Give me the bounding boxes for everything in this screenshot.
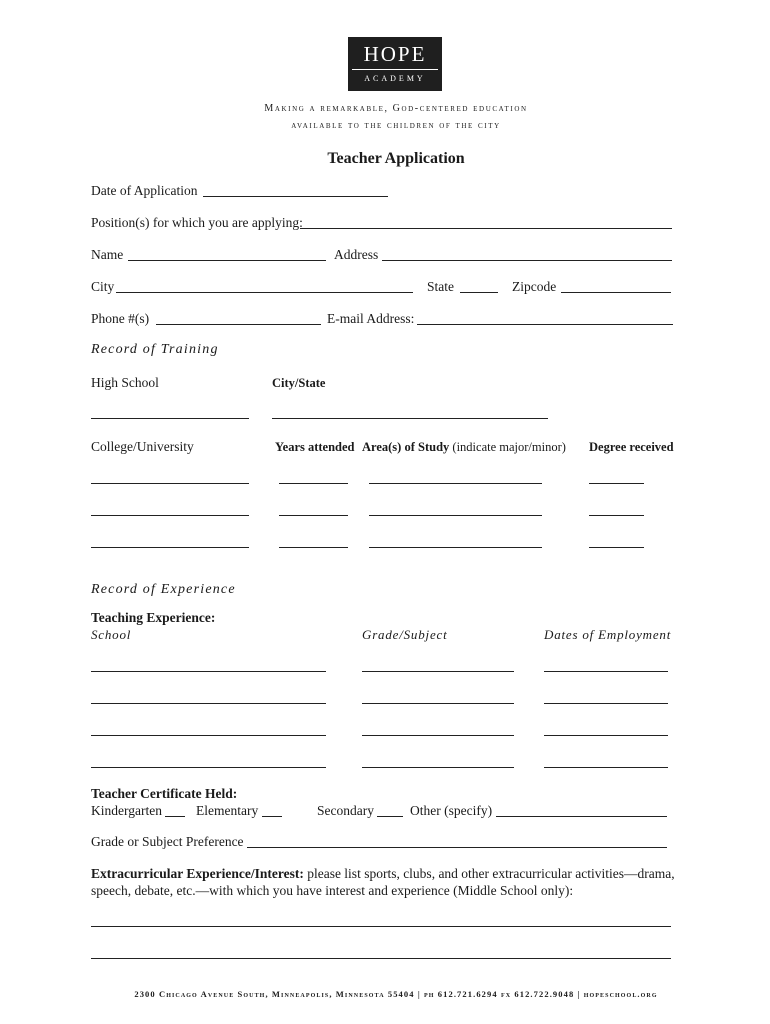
name-field[interactable] [128, 260, 326, 261]
experience-school-field-4[interactable] [91, 767, 326, 768]
years-field-2[interactable] [279, 515, 348, 516]
state-field[interactable] [460, 292, 498, 293]
experience-school-field-3[interactable] [91, 735, 326, 736]
experience-dates-field-1[interactable] [544, 671, 668, 672]
degree-field-2[interactable] [589, 515, 644, 516]
preference-label: Grade or Subject Preference [91, 834, 244, 849]
areas-of-study-note: (indicate major/minor) [452, 440, 566, 454]
years-field-1[interactable] [279, 483, 348, 484]
date-of-application-field[interactable] [203, 196, 388, 197]
degree-field-3[interactable] [589, 547, 644, 548]
experience-dates-field-4[interactable] [544, 767, 668, 768]
elementary-field[interactable] [262, 816, 282, 817]
address-label: Address [334, 247, 379, 262]
positions-field[interactable] [300, 228, 672, 229]
city-state-field[interactable] [272, 418, 548, 419]
name-label: Name [91, 247, 124, 262]
city-state-label: City/State [272, 376, 326, 390]
footer-contact: 2300 Chicago Avenue South, Minneapolis, Minnesota 55404 | ph 612.721.6294 fx 612.722.9048 | hopeschool.org [134, 989, 658, 999]
degree-field-1[interactable] [589, 483, 644, 484]
extracurricular-line-1 [91, 866, 675, 882]
experience-school-field-2[interactable] [91, 703, 326, 704]
study-field-2[interactable] [369, 515, 542, 516]
page-title: Teacher Application [327, 150, 465, 167]
high-school-label: High School [91, 375, 159, 390]
elementary-label: Elementary [196, 803, 259, 818]
zipcode-field[interactable] [561, 292, 671, 293]
college-field-3[interactable] [91, 547, 249, 548]
experience-school-field-1[interactable] [91, 671, 326, 672]
school-column-label: School [91, 627, 132, 642]
other-label: Other (specify) [410, 803, 493, 818]
zipcode-label: Zipcode [512, 279, 557, 294]
tagline-line-1: Making a remarkable, God-centered education [264, 103, 528, 114]
degree-received-label: Degree received [589, 440, 674, 454]
logo-subtitle: ACADEMY [364, 74, 426, 83]
teacher-certificate-heading: Teacher Certificate Held: [91, 786, 238, 801]
tagline-line-2: available to the children of the city [291, 120, 501, 131]
college-label: College/University [91, 439, 194, 454]
experience-grade-field-1[interactable] [362, 671, 514, 672]
grade-subject-column-label: Grade/Subject [362, 627, 448, 642]
years-field-3[interactable] [279, 547, 348, 548]
record-of-experience-heading: Record of Experience [91, 582, 236, 597]
record-of-training-heading: Record of Training [91, 342, 219, 357]
secondary-field[interactable] [377, 816, 403, 817]
experience-dates-field-3[interactable] [544, 735, 668, 736]
email-label: E-mail Address: [327, 311, 415, 326]
experience-grade-field-2[interactable] [362, 703, 514, 704]
extracurricular-label: Extracurricular Experience/Interest: [91, 866, 304, 881]
other-field[interactable] [496, 816, 667, 817]
extracurricular-text-2: speech, debate, etc.—with which you have interest and experience (Middle School only): [91, 883, 574, 898]
high-school-field[interactable] [91, 418, 249, 419]
areas-of-study-label [362, 439, 566, 455]
dates-of-employment-column-label: Dates of Employment [544, 627, 672, 642]
logo-divider [352, 69, 438, 70]
city-label: City [91, 279, 115, 294]
secondary-label: Secondary [317, 803, 374, 818]
state-label: State [427, 279, 454, 294]
experience-grade-field-3[interactable] [362, 735, 514, 736]
years-attended-label: Years attended [275, 440, 355, 454]
areas-of-study-title: Area(s) of Study [362, 440, 450, 454]
logo-title: HOPE [363, 42, 427, 66]
positions-label: Position(s) for which you are applying: [91, 215, 303, 230]
kindergarten-label: Kindergarten [91, 803, 162, 818]
college-field-2[interactable] [91, 515, 249, 516]
experience-grade-field-4[interactable] [362, 767, 514, 768]
phone-label: Phone #(s) [91, 311, 150, 326]
extracurricular-field-2[interactable] [91, 958, 671, 959]
college-field-1[interactable] [91, 483, 249, 484]
address-field[interactable] [382, 260, 672, 261]
extracurricular-text-1: please list sports, clubs, and other extracurricular activities—drama, [303, 866, 675, 881]
kindergarten-field[interactable] [165, 816, 185, 817]
city-field[interactable] [116, 292, 413, 293]
date-of-application-label: Date of Application [91, 183, 198, 198]
preference-field[interactable] [247, 847, 667, 848]
experience-dates-field-2[interactable] [544, 703, 668, 704]
teaching-experience-label: Teaching Experience: [91, 610, 216, 625]
phone-field[interactable] [156, 324, 321, 325]
study-field-3[interactable] [369, 547, 542, 548]
study-field-1[interactable] [369, 483, 542, 484]
extracurricular-field-1[interactable] [91, 926, 671, 927]
hope-academy-logo [348, 37, 442, 91]
email-field[interactable] [417, 324, 673, 325]
